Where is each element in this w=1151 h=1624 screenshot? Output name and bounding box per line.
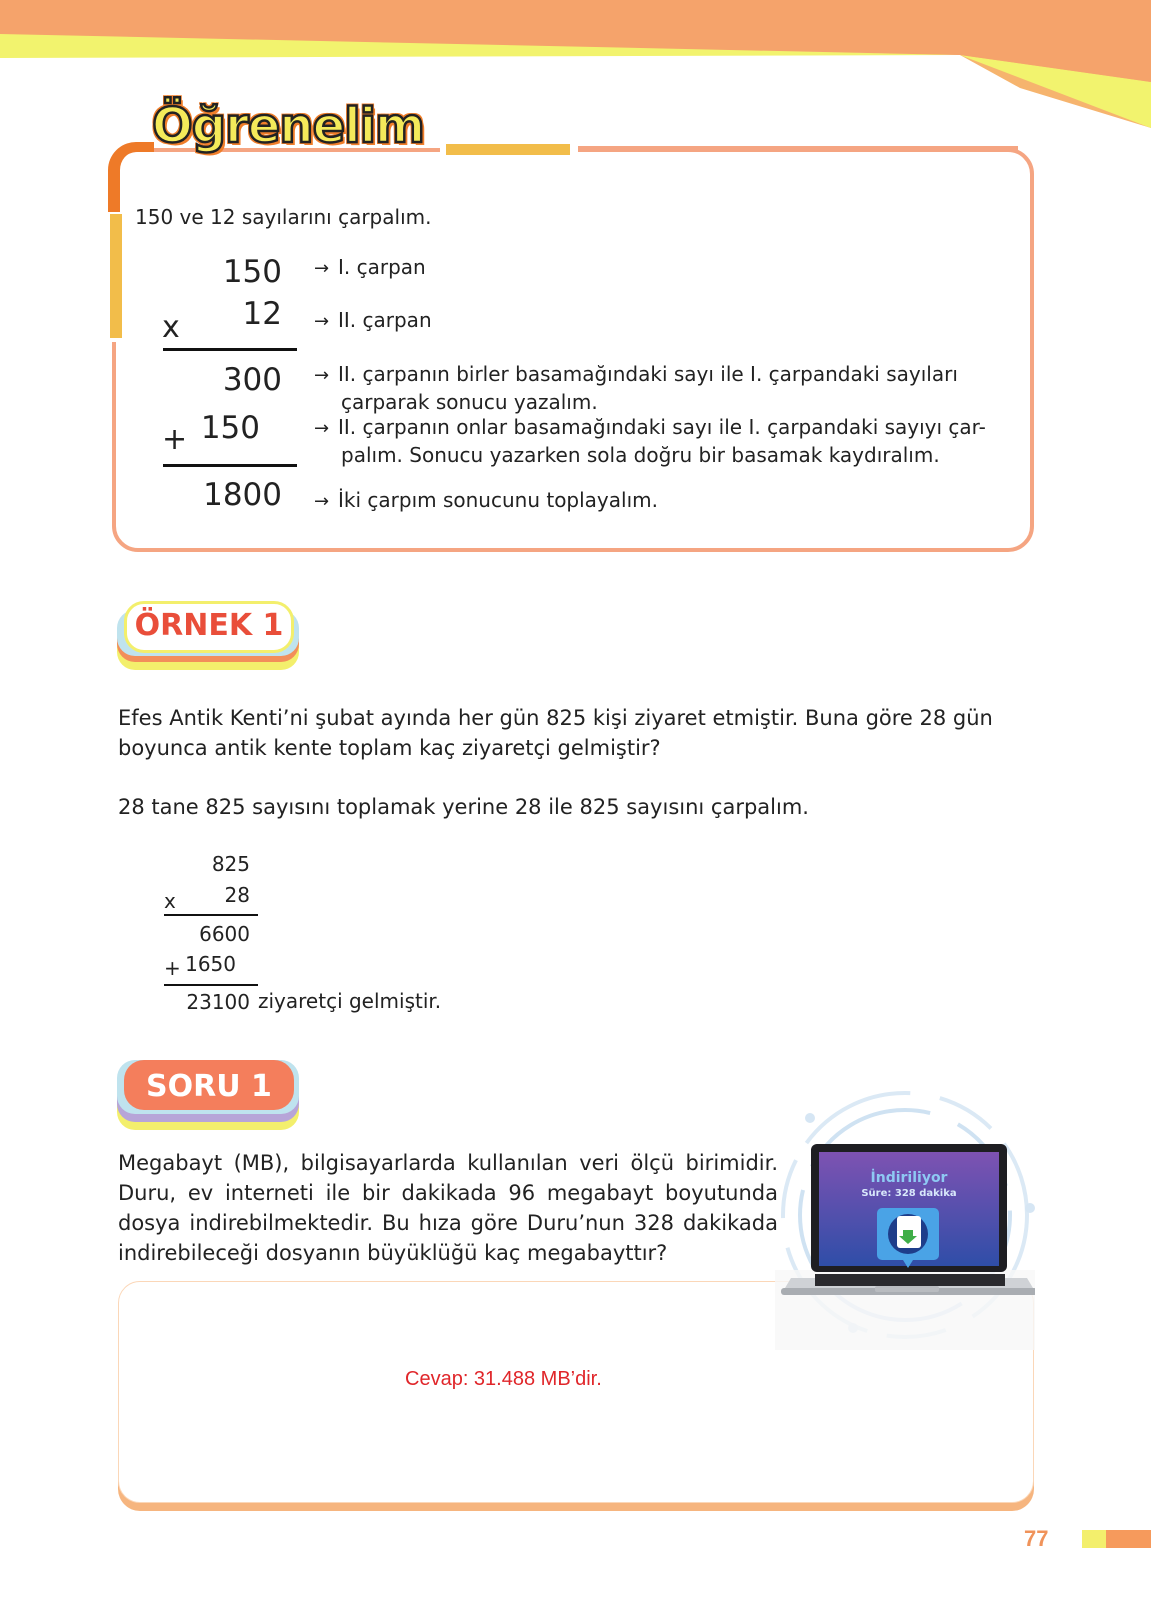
answer-text: Cevap: 31.488 MB’dir. <box>405 1368 602 1390</box>
learn-intro: 150 ve 12 sayılarını çarpalım. <box>135 205 432 229</box>
laptop-icon <box>775 1090 1035 1350</box>
product-result: 1800 <box>203 477 282 513</box>
laptop-illustration <box>775 1090 1035 1350</box>
example-hint: 28 tane 825 sayısını toplamak yerine 28 ile 825 sayısını çarpalım. <box>118 795 809 819</box>
example-multiplicand: 825 <box>211 852 250 876</box>
times-sign: x <box>162 310 180 345</box>
step-5: → İki çarpım sonucunu toplayalım. <box>314 487 658 515</box>
example-result-suffix: ziyaretçi gelmiştir. <box>258 989 442 1013</box>
arrow-icon: → <box>314 418 330 439</box>
operation-rule-2 <box>163 464 297 467</box>
learn-box-orange-corner <box>108 142 154 212</box>
page-number-yellow-tab <box>1082 1530 1106 1548</box>
arrow-icon: → <box>314 365 330 386</box>
question-badge-label: SORU 1 <box>146 1069 272 1104</box>
step-1: → I. çarpan <box>314 254 426 282</box>
example-multiplier: 28 <box>224 883 250 907</box>
step-3: → II. çarpanın birler basamağındaki sayı ile I. çarpandaki sayıları çarparak sonucu yazalım. <box>314 362 958 414</box>
learn-box-left-peach <box>112 344 116 524</box>
multiplier: 12 <box>242 296 282 332</box>
example-partial-1: 6600 <box>199 922 250 946</box>
multiplicand: 150 <box>222 254 282 290</box>
learn-box-yellow-bar <box>110 214 122 338</box>
laptop-screen-title: İndiriliyor <box>870 1170 948 1186</box>
partial-product-2: 150 <box>200 410 260 446</box>
example-plus-sign: + <box>164 956 181 980</box>
operation-rule-1 <box>163 348 297 351</box>
example-times-sign: x <box>164 889 176 913</box>
example-result: 23100 <box>186 990 250 1014</box>
example-badge-label: ÖRNEK 1 <box>134 608 284 643</box>
page-number-orange-tab <box>1106 1530 1151 1548</box>
example-rule-1 <box>164 914 258 916</box>
arrow-icon: → <box>314 311 330 332</box>
step-2: → II. çarpan <box>314 307 432 335</box>
learn-title: Öğrenelim <box>152 98 425 154</box>
partial-product-1: 300 <box>222 362 282 398</box>
learn-box-top-peach-line <box>578 146 1018 152</box>
question-text: Megabayt (MB), bilgisayarlarda kullanılan veri ölçü birimidir. Duru, ev interneti ile bir dakikada 96 megabayt boyutunda dosya indirebilmektedir. Bu hıza göre Duru’nun 328 dakikada indirebileceği dosyanın büyüklüğü kaç megabayttır? <box>118 1151 778 1265</box>
plus-sign: + <box>162 422 188 457</box>
learn-box-top-yellow-bar <box>446 144 570 155</box>
arrow-icon: → <box>314 491 330 512</box>
page-number: 77 <box>1024 1526 1049 1551</box>
example-problem: Efes Antik Kenti’ni şubat ayında her gün 825 kişi ziyaret etmiştir. Buna göre 28 gün boyunca antik kente toplam kaç ziyaretçi gelmiştir? <box>118 706 993 760</box>
laptop-screen-subtitle: Süre: 328 dakika <box>861 1188 957 1199</box>
step-4: → II. çarpanın onlar basamağındaki sayı ile I. çarpandaki sayıyı çar- palım. Sonucu yazarken sola doğru bir basamak kaydıralım. <box>314 415 986 467</box>
example-partial-2: 1650 <box>185 952 236 976</box>
example-rule-2 <box>164 984 258 986</box>
arrow-icon: → <box>314 258 330 279</box>
